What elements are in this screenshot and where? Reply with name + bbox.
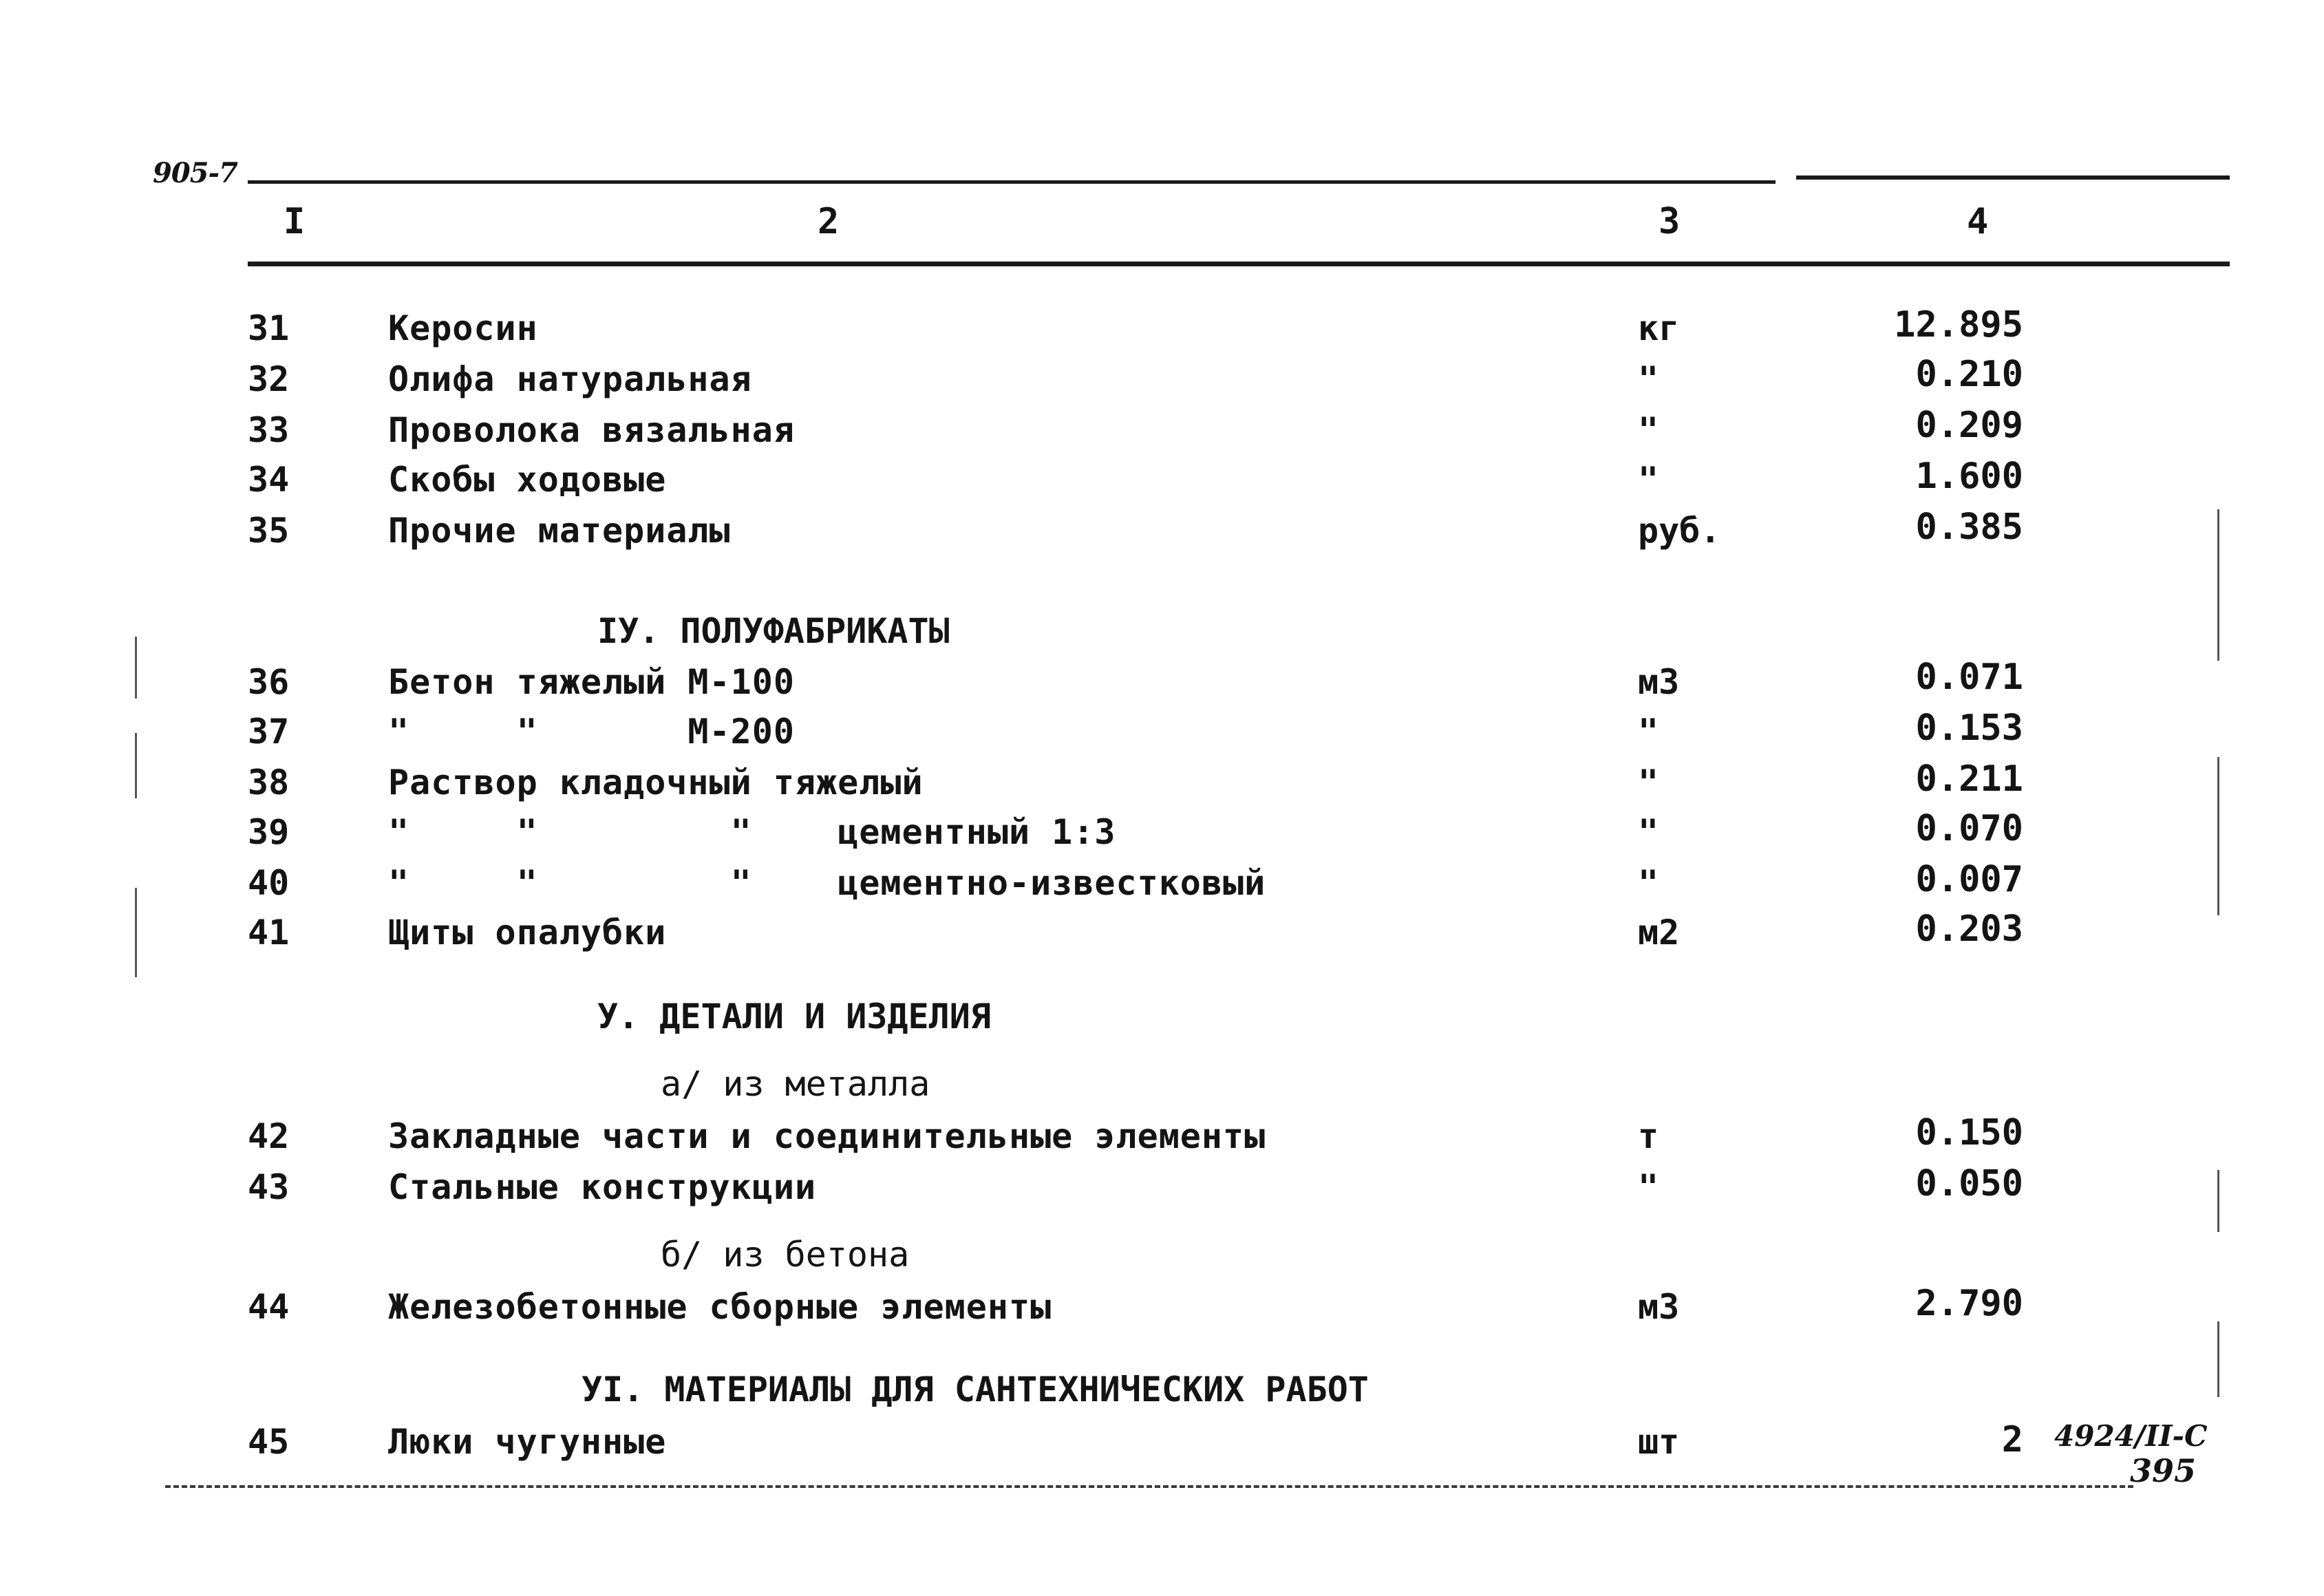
row-unit: " — [1638, 359, 1659, 399]
header-col-3: 3 — [1659, 201, 1681, 242]
top-rule — [248, 180, 1776, 184]
header-rule — [248, 262, 2230, 266]
row-unit: м3 — [1638, 1287, 1680, 1327]
row-name: Железобетонные сборные элементы — [388, 1287, 1052, 1327]
row-quantity: 0.153 — [1915, 707, 2023, 749]
scan-mark — [2217, 1170, 2219, 1232]
row-name: Люки чугунные — [388, 1422, 667, 1462]
row-quantity: 0.209 — [1915, 405, 2023, 446]
row-unit: " — [1638, 712, 1659, 752]
row-name: Проволока вязальная — [388, 410, 795, 450]
row-name: Щиты опалубки — [388, 913, 667, 953]
row-unit: " — [1638, 410, 1659, 450]
row-name: Стальные конструкции — [388, 1167, 817, 1207]
row-quantity: 1.600 — [1915, 456, 2023, 497]
scan-mark — [135, 888, 137, 977]
row-number: 33 — [248, 410, 290, 450]
row-number: 40 — [248, 863, 290, 903]
row-name: Керосин — [388, 308, 538, 348]
subsection-heading: а/ из металла — [661, 1064, 930, 1104]
document-code: 905-7 — [153, 157, 237, 189]
row-quantity: 12.895 — [1894, 304, 2023, 345]
header-col-4: 4 — [1967, 201, 1989, 242]
row-unit: шт — [1638, 1422, 1680, 1462]
bottom-rule — [165, 1485, 2133, 1488]
row-number: 44 — [248, 1287, 290, 1327]
page-number: 395 — [2130, 1452, 2197, 1489]
row-name: Скобы ходовые — [388, 460, 667, 500]
section-heading: IУ. ПОЛУФАБРИКАТЫ — [597, 611, 950, 651]
row-quantity: 0.203 — [1915, 908, 2023, 950]
row-number: 38 — [248, 763, 290, 802]
scan-mark — [2217, 757, 2219, 915]
row-quantity: 0.070 — [1915, 808, 2023, 849]
row-name: " " " цементно-известковый — [388, 863, 1266, 903]
row-number: 36 — [248, 662, 290, 702]
row-number: 42 — [248, 1116, 290, 1156]
row-unit: " — [1638, 763, 1659, 802]
row-quantity: 0.007 — [1915, 859, 2023, 900]
row-unit: руб. — [1638, 511, 1721, 551]
top-rule-right — [1796, 175, 2230, 180]
row-quantity: 2 — [2001, 1419, 2023, 1460]
scan-mark — [2217, 1321, 2219, 1397]
row-number: 43 — [248, 1167, 290, 1207]
section-heading: УI. МАТЕРИАЛЫ ДЛЯ САНТЕХНИЧЕСКИХ РАБОТ — [582, 1370, 1369, 1409]
row-number: 41 — [248, 913, 290, 953]
row-name: Бетон тяжелый М-100 — [388, 662, 795, 702]
row-quantity: 0.210 — [1915, 354, 2023, 395]
subsection-heading: б/ из бетона — [661, 1235, 910, 1275]
row-number: 34 — [248, 460, 290, 500]
section-heading: У. ДЕТАЛИ И ИЗДЕЛИЯ — [597, 997, 991, 1036]
row-quantity: 0.050 — [1915, 1163, 2023, 1204]
row-unit: м3 — [1638, 662, 1680, 702]
row-unit: кг — [1638, 308, 1680, 348]
row-number: 45 — [248, 1422, 290, 1462]
header-col-2: 2 — [818, 201, 840, 242]
header-col-1: I — [284, 201, 306, 242]
row-number: 31 — [248, 308, 290, 348]
row-number: 37 — [248, 712, 290, 752]
row-quantity: 0.071 — [1915, 657, 2023, 698]
row-number: 39 — [248, 812, 290, 852]
row-name: " " М-200 — [388, 712, 795, 752]
row-unit: " — [1638, 1167, 1659, 1207]
row-name: Олифа натуральная — [388, 359, 752, 399]
scan-mark — [2217, 509, 2219, 661]
row-name: Прочие материалы — [388, 511, 731, 551]
row-quantity: 2.790 — [1915, 1283, 2023, 1324]
row-name: " " " цементный 1:3 — [388, 812, 1116, 852]
row-quantity: 0.385 — [1915, 507, 2023, 548]
row-number: 32 — [248, 359, 290, 399]
row-unit: м2 — [1638, 913, 1680, 953]
scan-mark — [135, 637, 137, 699]
row-unit: " — [1638, 863, 1659, 903]
row-quantity: 0.150 — [1915, 1112, 2023, 1153]
row-unit: " — [1638, 460, 1659, 500]
row-unit: " — [1638, 812, 1659, 852]
row-name: Закладные части и соединительные элементы — [388, 1116, 1266, 1156]
sheet-code: 4924/II-C — [2054, 1419, 2208, 1453]
row-quantity: 0.211 — [1915, 758, 2023, 800]
row-number: 35 — [248, 511, 290, 551]
scan-mark — [135, 733, 137, 798]
row-unit: т — [1638, 1116, 1659, 1156]
row-name: Раствор кладочный тяжелый — [388, 763, 924, 802]
